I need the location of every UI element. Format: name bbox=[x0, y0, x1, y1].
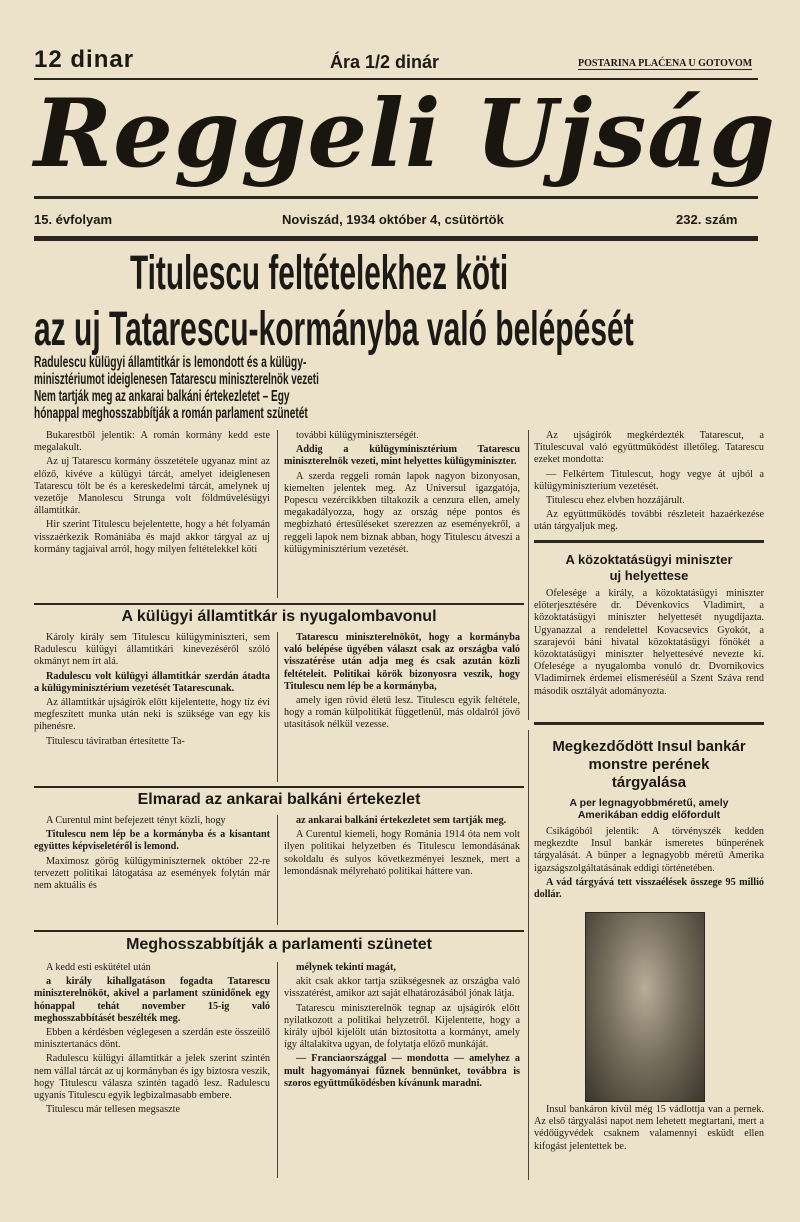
article6-subhead-1: A per legnagyobbméretű, amely bbox=[569, 797, 729, 809]
lead-deck-2: minisztériumot ideiglenesen Tatarescu miniszterelnök vezeti bbox=[34, 371, 319, 388]
price-left: 12 dinar bbox=[34, 46, 135, 73]
lead-col-2: további külügyminiszterségét. Addig a külügyminisztérium Tatarescu miniszterelnök vezeti, mint helyettes külügyminiszter. A szerda reggeli román lapok nagyon bizonyosan, kiemelten jelentek meg. Az Universul igazgatója, Popescu vezércikkben tiltakozik a cenzura ellen, amely megakadályozza, hogy az ország népe pontos és megbizható értesüléseket szerezzen az eseményekről, a reggeli lapok nem biznak abban, hogy Titulescu átveszi a külügyminisztérium vezetését. bbox=[284, 430, 520, 555]
article6-headline-1: Megkezdődött Insul bankár bbox=[552, 738, 746, 755]
article5-headline-2: uj helyettese bbox=[609, 568, 689, 583]
article3-col-1: A Curentul mint befejezett tényt közli, hogy Titulescu nem lép be a kormányba és a kisantant együttes képviseletéről is lemond. Maximosz görög külügyminiszternek október 22-re tervezett politikai látogatása az események folytán már nem aktuális és bbox=[34, 815, 270, 892]
date-line: Noviszád, 1934 október 4, csütörtök bbox=[282, 212, 504, 227]
article2-headline: A külügyi államtitkár is nyugalombavonul bbox=[121, 608, 437, 625]
article4-col-1: A kedd esti eskütétel után a király kihallgatáson fogadta Tatarescu miniszterelnököt, akivel a parlament szünidőnek egy hónappal tehát november 15-ig való meghosszabbításét beszélték meg. Ebben a kérdésben véglegesen a szerdán este összeülő minisztertanács dönt. Radulescu külügyi államtitkár a jelek szerint szintén nem vállal tárcát az uj kormányban és igy biztosra veszik, hogy Titulescu válasza szintén tagadó lesz. Radulescu ugyanis Titulescu egyik legbizalmasabb embere. Titulescu már tellesen megsaszte bbox=[34, 962, 270, 1116]
article2-col-2: Tatarescu miniszterelnököt, hogy a kormányba való belépése ügyében választ csak az országba való visszatérése után adja meg és csak azután közli feltételeit. Politikai körök bizonyosra veszik, hogy Titulescu nem lép be a kormányba, amely igen rövid életű lesz. Titulescu egyik feltétele, hogy a román külpolitikát függetlenül, más oldalról jövő utasítások nélkül vezesse. bbox=[284, 632, 520, 731]
article2-col-1: Károly király sem Titulescu külügyminiszteri, sem Radulescu külügyi államtitkári kinevezéséről szóló okmányt nem írt alá. Radulescu volt külügyi államtitkár szerdán átadta a külügyminisztérium vezetését Tatarescunak. Az államtitkár ujságírók előtt kijelentette, hogy tíz évi megfeszített munka után neki is szüksége van egy kis pihenésre. Titulescu táviratban értesítette Ta- bbox=[34, 632, 270, 747]
article3-col-2: az ankarai balkáni értekezletet sem tartják meg. A Curentul kiemeli, hogy Románia 1914 óta nem volt ilyen politikai helyzetben és Titulescu lemondásának sokoldalu és sulyos következményei lesznek, mert a lemondásnak mélyreható politikai háttere van. bbox=[284, 815, 520, 877]
article6-body: Csikágóból jelentik: A törvényszék kedden megkezdte Insul bankár ismeretes bűnperének tárgyalását. A bűnper a legnagyobb méretű Amerika igazságszolgáltatásának eddigi történetében. A vád tárgyává tett visszaélések összege 95 millió dollár. bbox=[534, 826, 764, 901]
newspaper-title: Reggeli Ujság bbox=[34, 79, 776, 189]
lead-deck-4: hónappal meghosszabbítják a román parlament szünetét bbox=[34, 405, 308, 422]
article5-body: Ofelesége a király, a közoktatásügyi miniszter elöterjesztésére dr. Dévenkovics Vladimirt, a közoktatásügyi miniszter helyettesét nyugdíjazta. Ugyanazzal a rendelettel Kovacsevics Gyokót, a szarajevói báni hivatal közoktatásügyi főnökét a közoktatásügyi miniszter helyettesévé nevezte ki. Ofelesége a nyugalomba vonuló dr. Dvornikovics Vladimirnek érdemei elismeréséül a Szent Száva rend második osztályát adományozta. bbox=[534, 588, 764, 697]
lead-headline-2: az uj Tatarescu-kormányba való belépését bbox=[34, 303, 634, 356]
article4-headline: Meghosszabbítják a parlamenti szünetet bbox=[126, 936, 432, 953]
volume: 15. évfolyam bbox=[34, 212, 113, 227]
lead-deck-1: Radulescu külügyi államtitkár is lemondott és a külügy- bbox=[34, 354, 307, 371]
article6-subhead-2: Amerikában eddig előfordult bbox=[577, 809, 721, 821]
issue-number: 232. szám bbox=[676, 212, 738, 227]
lead-col-3: Az ujságírók megkérdezték Tatarescut, a Titulescuval való együttműködést illetőleg. Tatarescu ezeket mondotta: — Felkértem Titulescut, hogy vegye át ujból a külügyminiszterium vezetését. Titulescu ehez elvben hozzájárult. Az együttműködés további részleteit hazaérkezése után tárgyaljuk meg. bbox=[534, 430, 764, 533]
article3-headline: Elmarad az ankarai balkáni értekezlet bbox=[137, 791, 421, 808]
portrait-photo bbox=[585, 912, 705, 1102]
lead-deck-3: Nem tartják meg az ankarai balkáni értekezletet – Egy bbox=[34, 388, 290, 405]
postage-note: POSTARINA PLAĆENA U GOTOVOM bbox=[578, 58, 753, 69]
lead-headline-1: Titulescu feltételekhez köti bbox=[130, 247, 509, 300]
article5-headline-1: A közoktatásügyi miniszter bbox=[565, 552, 733, 567]
article6-headline-2: monstre perének bbox=[588, 756, 710, 773]
lead-col-1: Bukarestből jelentik: A román kormány kedd este megalakult. Az uj Tatarescu kormány összetétele ugyanaz mint az előző, kivéve a külügyi tárcát, amelyet ideiglenesen Tatarescu tölt be és a kereskedelmi tárcát, amelynek uj vezetője Manolescu Strunga volt földművelésügyi államtitkár. Hir szerint Titulescu bejelentette, hogy a hét folyamán visszaérkezik Romániába és majd akkor tárgyal az uj kormány tagjaival arról, hogy milyen feltételekkel köti bbox=[34, 430, 270, 555]
price-center: Ára 1/2 dinár bbox=[330, 52, 440, 72]
article4-col-2: mélynek tekinti magát, akit csak akkor tartja szükségesnek az országba való visszatérést, amikor azt saját elhatározásából jónak látja. Tatarescu miniszterelnök tegnap az ujságírók előtt nyilatkozott a politikai helyzetről. Kijelentette, hogy a király ujból kijelölt után biztosította a kormányt, amely így általakítva ugyan, de folytatja előző munkáját. — Franciaországgal — mondotta — amelyhez a mult hagyományai fűznek bennünket, továbbra is szoros együttműködésben kívánunk maradni. bbox=[284, 962, 520, 1089]
article6-after-photo: Insul bankáron kívül még 15 vádlottja van a pernek. Az első tárgyalási napot nem lehetett megtartani, mert a védőügyvédek csaknem valamennyi esküdt ellen kifogást jelentettek be. bbox=[534, 1104, 764, 1152]
article6-headline-3: tárgyalása bbox=[611, 774, 687, 791]
